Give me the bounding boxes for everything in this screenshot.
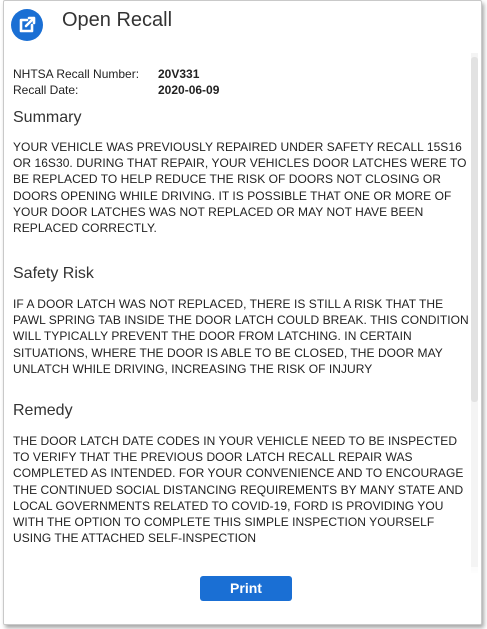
external-link-icon <box>11 9 43 41</box>
remedy-heading: Remedy <box>13 402 73 419</box>
safety-risk-heading: Safety Risk <box>13 265 94 282</box>
open-recall-dialog <box>3 0 482 625</box>
dialog-footer <box>4 567 481 624</box>
safety-risk-body: IF A DOOR LATCH WAS NOT REPLACED, THERE IS STILL A RISK THAT THE PAWL SPRING TAB INSIDE THE DOOR LATCH COULD BREAK. THIS CONDITION WILL TYPICALLY PREVENT THE DOOR FROM LATCHING. IN CERTAIN SITUATIONS, WHERE THE DOOR IS ABLE TO BE CLOSED, THE DOOR MAY UNLATCH WHILE DRIVING, INCREASING THE RISK OF INJURY <box>13 297 469 376</box>
recall-number-label: NHTSA Recall Number: <box>13 67 140 81</box>
summary-body: YOUR VEHICLE WAS PREVIOUSLY REPAIRED UNDER SAFETY RECALL 15S16 OR 16S30. DURING THAT REPAIR, YOUR VEHICLES DOOR LATCHES WERE TO BE REPLACED TO HELP REDUCE THE RISK OF DOORS NOT CLOSING OR DOORS OPENING WHILE DRIVING. IT IS POSSIBLE THAT ONE OR MORE OF YOUR DOOR LATCHES WAS NOT REPLACED OR MAY NOT HAVE BEEN REPLACED CORRECTLY. <box>13 140 467 236</box>
scrollbar[interactable] <box>471 53 478 573</box>
recall-date-label: Recall Date: <box>13 83 79 97</box>
summary-heading: Summary <box>13 109 82 126</box>
recall-date-value: 2020-06-09 <box>158 83 220 97</box>
recall-date-row <box>13 82 219 98</box>
dialog-title: Open Recall <box>62 9 173 31</box>
recall-details-scroll-area[interactable] <box>4 51 470 568</box>
scrollbar-thumb[interactable] <box>471 57 478 402</box>
recall-number-row <box>13 66 219 82</box>
dialog-header <box>4 1 481 43</box>
recall-number-value: 20V331 <box>158 67 200 81</box>
recall-meta <box>13 66 219 98</box>
print-button[interactable]: Print <box>200 576 292 601</box>
remedy-body: THE DOOR LATCH DATE CODES IN YOUR VEHICLE NEED TO BE INSPECTED TO VERIFY THAT THE PREVIOUS DOOR LATCH RECALL REPAIR WAS COMPLETED AS INTENDED. FOR YOUR CONVENIENCE AND TO ENCOURAGE THE CONTINUED SOCIAL DISTANCING REQUIREMENTS BY MANY STATE AND LOCAL GOVERNMENTS RELATED TO COVID-19, FORD IS PROVIDING YOU WITH THE OPTION TO COMPLETE THIS SIMPLE INSPECTION YOURSELF USING THE ATTACHED SELF-INSPECTION <box>13 434 464 546</box>
